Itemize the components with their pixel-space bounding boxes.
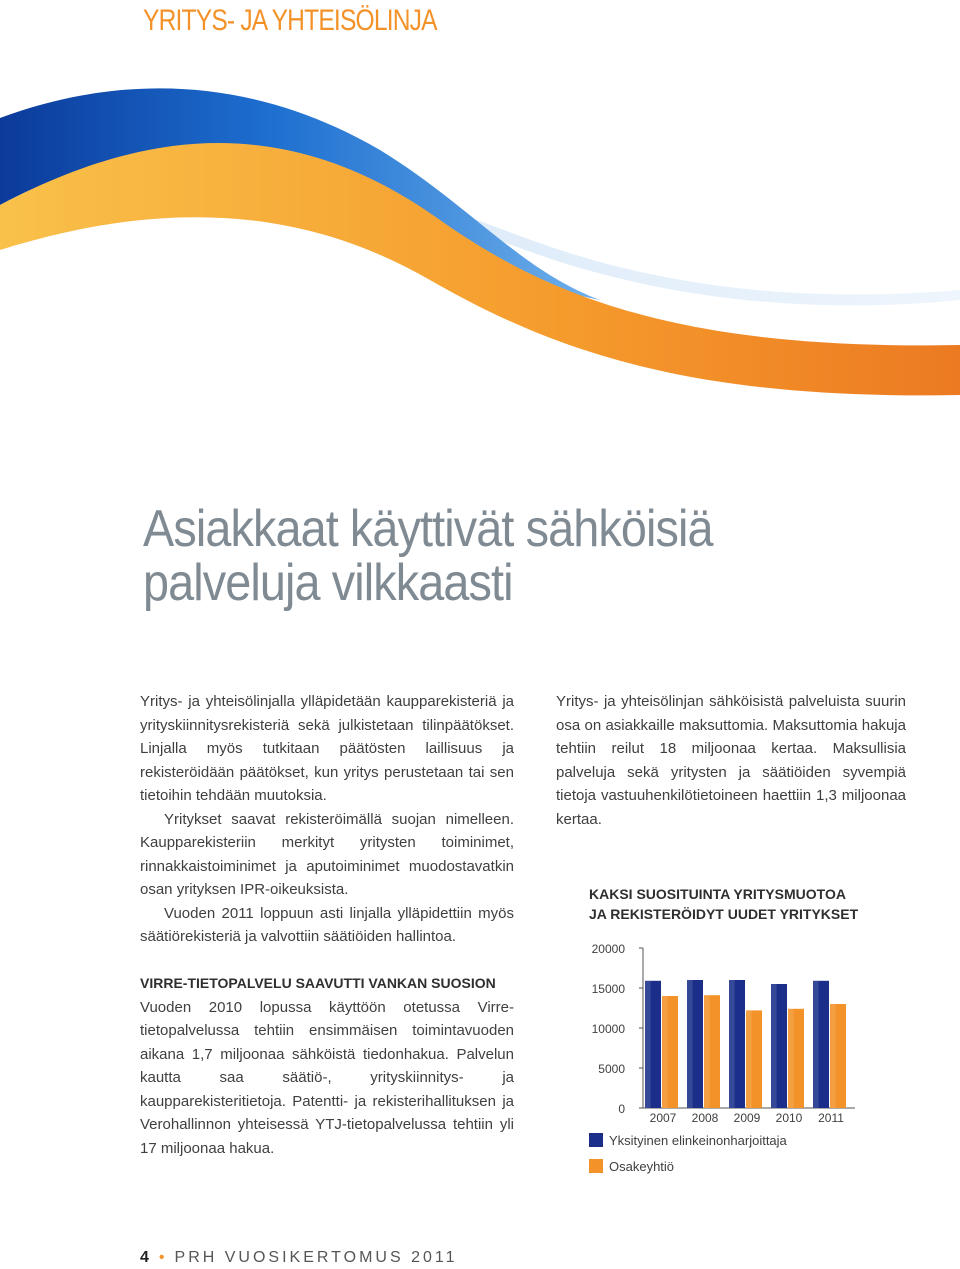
x-tick-label: 2011 — [818, 1111, 844, 1125]
paragraph: Yritys- ja yhteisölinjalla ylläpidetään kaupparekisteriä ja yrityskiinnitysrekisteriä sekä julkistetaan tilinpäätökset. Linjalla myös tutkitaan päätösten laillisuus ja rekisteröidään päätökset, kun yritys perustetaan tai sen tietoihin tehdään muutoksia. — [140, 693, 514, 804]
decorative-swoosh — [0, 0, 960, 440]
legend-swatch — [589, 1159, 603, 1173]
legend-label: Yksityinen elinkeinonharjoittaja — [609, 1133, 787, 1148]
main-title-line-1: Asiakkaat käyttivät sähköisiä — [143, 500, 713, 558]
bar-highlight — [746, 1010, 752, 1108]
left-column-virre — [140, 972, 514, 1160]
main-title — [143, 502, 713, 610]
legend-swatch — [589, 1133, 603, 1147]
paragraph: Vuoden 2011 loppuun asti linjalla ylläpidettiin myös säätiörekisteriä ja valvottiin säätiöiden hallintoa. — [140, 904, 514, 945]
x-tick-label: 2007 — [649, 1111, 677, 1125]
left-column-intro — [140, 690, 514, 949]
chart-title-line-1: KAKSI SUOSITUINTA YRITYSMUOTOA — [589, 886, 846, 902]
bar-highlight — [729, 980, 735, 1108]
x-tick-label: 2009 — [733, 1111, 761, 1125]
paragraph: Yritys- ja yhteisölinjan sähköisistä palveluista suurin osa on asiakkaille maksuttomia. Maksuttomia hakuja tehtiin reilut 18 miljoonaa kertaa. Maksullisia palveluja sekä yritysten ja säätiöiden syvempiä tietoja vastuuhenkilötietoineen haettiin 1,3 miljoonaa kertaa. — [556, 693, 906, 828]
paragraph: Vuoden 2010 lopussa käyttöön otetussa Virre-tietopalvelussa tehtiin ensimmäisen toimintavuoden aikana 1,7 miljoonaa sähköistä tiedonhakua. Palvelun kautta saa säätiö-, yrityskiinnitys- ja kaupparekisteritietoja. Patentti- ja rekisterihallituksen ja Verohallinnon yhteisessä YTJ-tietopalvelussa tehtiin yli 17 miljoonaa hakua. — [140, 998, 514, 1157]
y-tick-label: 20000 — [591, 942, 625, 956]
legend-label: Osakeyhtiö — [609, 1159, 675, 1174]
y-tick-label: 10000 — [591, 1022, 625, 1036]
paragraph: Yritykset saavat rekisteröimällä suojan nimelleen. Kaupparekisteriin merkityt yritysten toiminimet, rinnakkaistoiminimet ja aputoiminimet muodostavatkin osan yrityksen IPR-oikeuksista. — [140, 810, 514, 898]
subheading: VIRRE-TIETOPALVELU SAAVUTTI VANKAN SUOSION — [140, 975, 496, 991]
bar-highlight — [645, 981, 651, 1108]
bar-highlight — [813, 981, 819, 1108]
bar-highlight — [788, 1009, 794, 1108]
bar-highlight — [662, 996, 668, 1108]
orange-ribbon — [0, 143, 960, 395]
bar-highlight — [687, 980, 693, 1108]
y-tick-label: 0 — [618, 1102, 625, 1116]
chart-title-line-2: JA REKISTERÖIDYT UUDET YRITYKSET — [589, 906, 859, 922]
bar-highlight — [704, 995, 710, 1108]
bar-highlight — [771, 984, 777, 1108]
chart-title — [589, 884, 858, 924]
section-label: YRITYS- JA YHTEISÖLINJA — [143, 4, 437, 37]
footer — [140, 1249, 457, 1267]
separator-dot: • — [158, 1249, 165, 1266]
x-tick-label: 2008 — [691, 1111, 719, 1125]
bar-chart — [575, 930, 875, 1180]
y-tick-label: 5000 — [598, 1062, 625, 1076]
main-title-line-2: palveluja vilkkaasti — [143, 554, 513, 612]
x-tick-label: 2010 — [775, 1111, 803, 1125]
y-tick-label: 15000 — [591, 982, 625, 996]
publication-name: PRH VUOSIKERTOMUS 2011 — [174, 1249, 458, 1266]
bar-highlight — [830, 1004, 836, 1108]
right-column — [556, 690, 906, 831]
page-number: 4 — [140, 1249, 149, 1266]
